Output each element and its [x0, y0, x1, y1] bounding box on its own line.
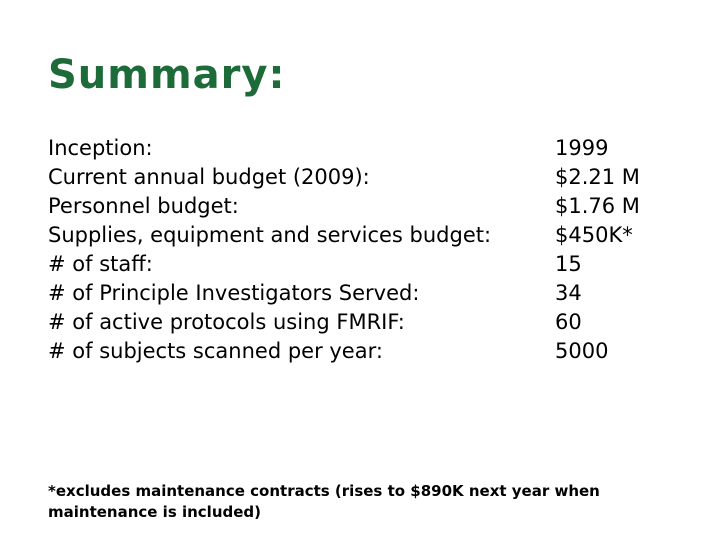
row-value: $2.21 M [555, 165, 640, 189]
slide-title: Summary: [48, 52, 286, 98]
row-value: 34 [555, 281, 582, 305]
row-label: Supplies, equipment and services budget: [48, 223, 492, 247]
summary-row-personnel-budget [48, 192, 705, 221]
row-label: # of staff: [48, 252, 153, 276]
footnote: *excludes maintenance contracts (rises to $890K next year when maintenance is included) [48, 482, 600, 521]
row-value: 60 [555, 310, 582, 334]
row-label: Inception: [48, 136, 153, 160]
summary-row-investigators [48, 279, 705, 308]
summary-row-supplies-budget [48, 221, 705, 250]
summary-row-annual-budget [48, 163, 705, 192]
row-label: # of active protocols using FMRIF: [48, 310, 405, 334]
summary-row-staff [48, 250, 705, 279]
row-label: Personnel budget: [48, 194, 239, 218]
row-value: 1999 [555, 136, 609, 160]
row-value: $1.76 M [555, 194, 640, 218]
summary-row-protocols [48, 308, 705, 337]
row-label: # of subjects scanned per year: [48, 339, 383, 363]
summary-row-subjects [48, 337, 705, 366]
row-value: 5000 [555, 339, 609, 363]
row-value: $450K* [555, 223, 633, 247]
row-label: # of Principle Investigators Served: [48, 281, 420, 305]
row-value: 15 [555, 252, 582, 276]
row-label: Current annual budget (2009): [48, 165, 370, 189]
summary-table [48, 134, 705, 366]
summary-row-inception [48, 134, 705, 163]
